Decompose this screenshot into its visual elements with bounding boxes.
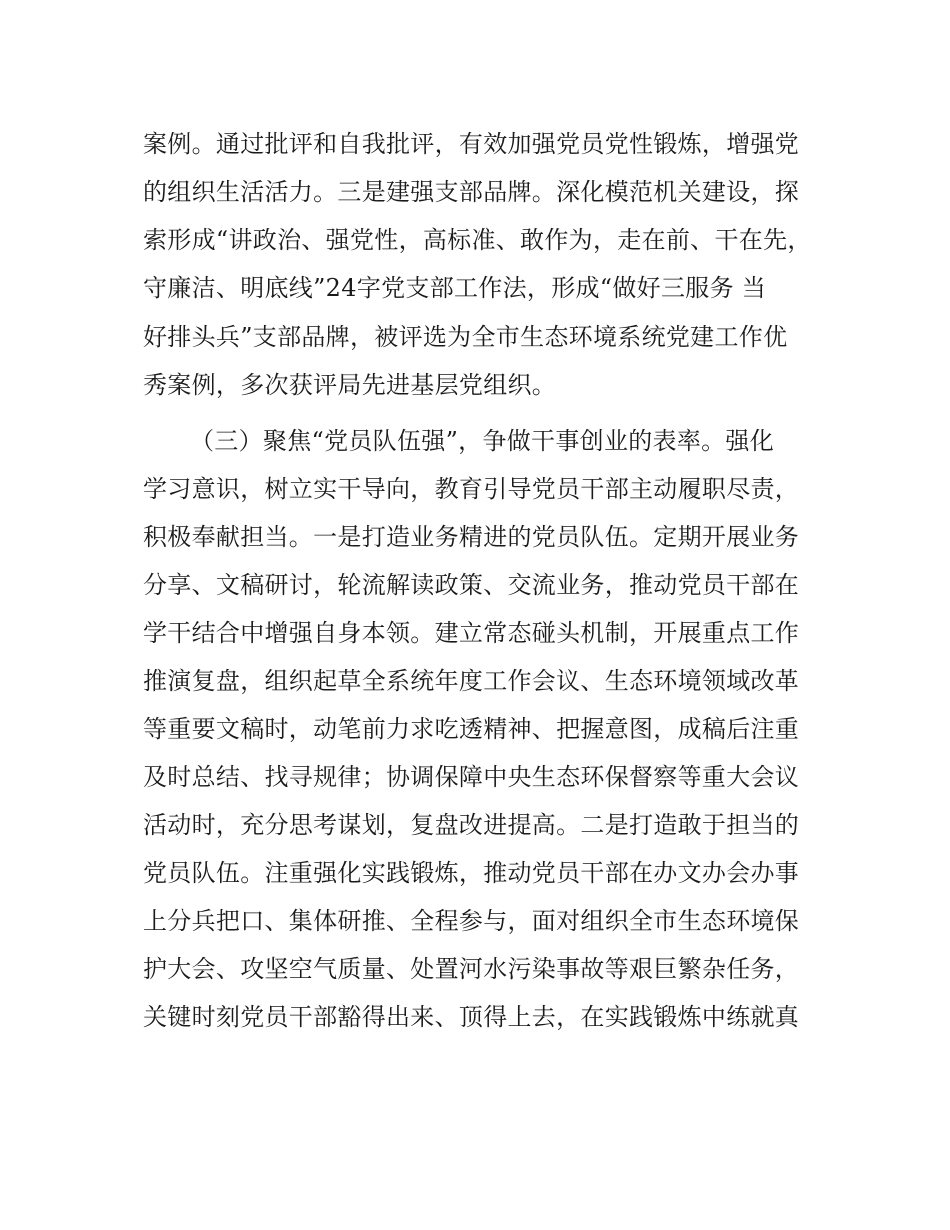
paragraph-2-line-6: 推演复盘，组织起草全系统年度工作会议、生态环境领域改革 xyxy=(143,667,800,695)
paragraph-1-line-3: 索形成“讲政治、强党性，高标准、敢作为，走在前、干在先， xyxy=(143,226,812,254)
paragraph-1-line-1: 案例。通过批评和自我批评，有效加强党员党性锻炼，增强党 xyxy=(143,130,800,158)
paragraph-1-line-4: 守廉洁、明底线”24字党支部工作法，形成“做好三服务 当 xyxy=(143,274,767,302)
paragraph-2-line-4: 分享、文稿研讨，轮流解读政策、交流业务，推动党员干部在 xyxy=(143,571,800,599)
paragraph-1-line-2: 的组织生活活力。三是建强支部品牌。深化模范机关建设，探 xyxy=(143,178,800,206)
paragraph-2-line-5: 学干结合中增强自身本领。建立常态碰头机制，开展重点工作 xyxy=(143,619,800,647)
paragraph-2-line-10: 党员队伍。注重强化实践锻炼，推动党员干部在办文办会办事 xyxy=(143,859,800,887)
paragraph-2-line-9: 活动时，充分思考谋划，复盘改进提高。二是打造敢于担当的 xyxy=(143,811,800,839)
paragraph-2-line-13: 关键时刻党员干部豁得出来、顶得上去，在实践锻炼中练就真 xyxy=(143,1003,800,1031)
paragraph-2-line-8: 及时总结、找寻规律；协调保障中央生态环保督察等重大会议 xyxy=(143,763,800,791)
paragraph-2-line-3: 积极奉献担当。一是打造业务精进的党员队伍。定期开展业务 xyxy=(143,523,800,551)
paragraph-2-line-2: 学习意识，树立实干导向，教育引导党员干部主动履职尽责， xyxy=(143,475,800,503)
paragraph-2-line-7: 等重要文稿时，动笔前力求吃透精神、把握意图，成稿后注重 xyxy=(143,715,800,743)
paragraph-1-line-5: 好排头兵”支部品牌，被评选为全市生态环境系统党建工作优 xyxy=(143,323,788,351)
paragraph-2-line-12: 护大会、攻坚空气质量、处置河水污染事故等艰巨繁杂任务， xyxy=(143,955,800,983)
paragraph-2-line-1: （三）聚焦“党员队伍强”，争做干事创业的表率。强化 xyxy=(190,427,775,455)
paragraph-2-line-11: 上分兵把口、集体研推、全程参与，面对组织全市生态环境保 xyxy=(143,907,800,935)
paragraph-1-line-6: 秀案例，多次获评局先进基层党组织。 xyxy=(143,371,557,399)
